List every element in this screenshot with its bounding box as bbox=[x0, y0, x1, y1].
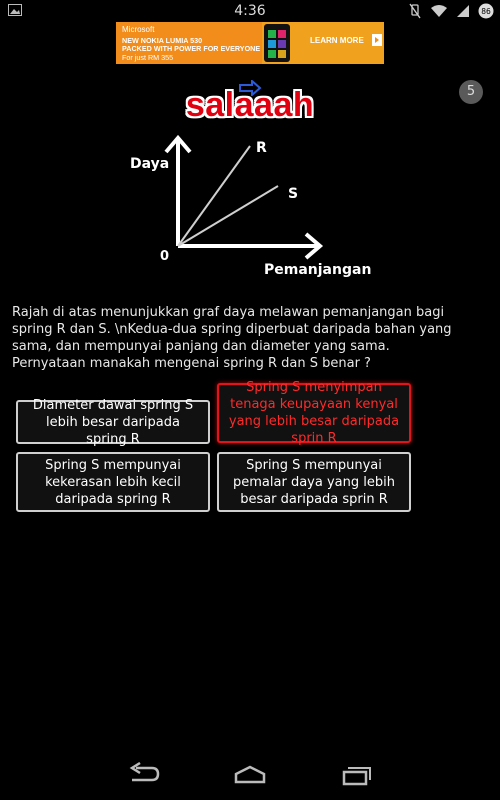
navigation-bar bbox=[0, 752, 500, 800]
status-bar bbox=[0, 0, 500, 22]
ad-brand: Microsoft bbox=[122, 25, 155, 34]
ad-line-1: NEW NOKIA LUMIA 530 bbox=[122, 36, 203, 45]
option-c-button[interactable]: Spring S mempunyai kekerasan lebih kecil daripada spring R bbox=[16, 452, 210, 512]
x-axis-label: Pemanjangan bbox=[264, 262, 372, 278]
question-text bbox=[12, 304, 488, 372]
line-r-label: R bbox=[256, 140, 267, 156]
ad-line-2: PACKED WITH POWER FOR EVERYONE bbox=[122, 44, 261, 53]
ad-phone-image bbox=[264, 24, 290, 62]
ad-line-3: For just RM 355 bbox=[122, 53, 174, 62]
battery-icon bbox=[478, 3, 494, 19]
recent-apps-button[interactable] bbox=[344, 768, 370, 784]
recent-apps-icon bbox=[344, 772, 366, 784]
line-s-label: S bbox=[288, 186, 299, 202]
back-button[interactable] bbox=[132, 763, 158, 780]
question-body: Rajah di atas menunjukkan graf daya melawan pemanjangan bagi spring R dan S. \nKedua-dua spring diperbuat daripada bahan yang sama, dan mempunyai panjang dan diameter yang sama. bbox=[12, 305, 452, 354]
option-b-button[interactable]: Spring S menyimpan tenaga keupayaan kenyal yang lebih besar daripada sprin R bbox=[217, 383, 411, 443]
mute-icon bbox=[408, 3, 422, 19]
force-extension-graph bbox=[110, 128, 390, 288]
home-button[interactable] bbox=[236, 767, 264, 782]
line-r bbox=[178, 146, 250, 246]
option-a-button[interactable]: Diameter dawai spring S lebih besar daripada spring R bbox=[16, 400, 210, 444]
ad-learn-more-button[interactable]: LEARN MORE bbox=[310, 36, 364, 45]
question-counter: 5 bbox=[459, 80, 483, 104]
origin-label: 0 bbox=[160, 249, 170, 264]
y-axis-label: Daya bbox=[130, 156, 170, 172]
option-d-button[interactable]: Spring S mempunyai pemalar daya yang lebih besar daripada sprin R bbox=[217, 452, 411, 512]
question-prompt: Pernyataan manakah mengenai spring R dan S benar ? bbox=[12, 356, 371, 371]
feedback-text: salaaah bbox=[185, 86, 315, 124]
home-icon bbox=[236, 767, 264, 782]
battery-level: 86 bbox=[481, 7, 491, 16]
status-time: 4:36 bbox=[234, 3, 266, 19]
wifi-icon bbox=[430, 4, 448, 18]
signal-icon bbox=[456, 4, 470, 18]
line-s bbox=[178, 186, 278, 246]
ad-banner[interactable] bbox=[116, 22, 384, 64]
ad-arrow-icon bbox=[372, 34, 382, 46]
